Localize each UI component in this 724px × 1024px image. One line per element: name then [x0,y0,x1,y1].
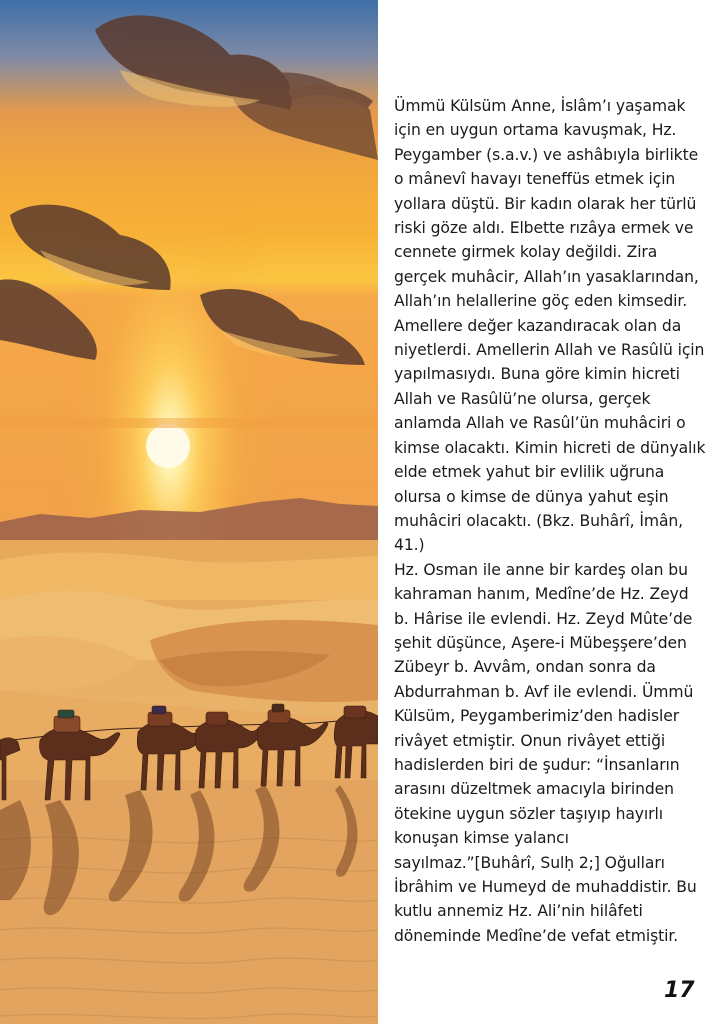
paragraph-1: Ümmü Külsüm Anne, İslâm’ı yaşamak için en uygun ortama kavuşmak, Hz. Peygamber (s.a.v.) ve ashâbıyla birlikte o mânevî havayı teneffüs etmek için yollara düştü. Bir kadın olarak her türlü riski göze aldı. Elbette rızâya ermek ve cennete girmek kolay değildi. Zira gerçek muhâcir, Allah’ın yasaklarından, Allah’ın helallerine göç eden kimsedir. Amellere değer kazandıracak olan da niyetlerdi. Amellerin Allah ve Rasûlü için yapılmasıydı. Buna göre kimin hicreti Allah ve Rasûlü’ne olursa, gerçek anlamda Allah ve Rasûl’ün muhâciri o kimse olacaktı. Kimin hicreti de dünyalık elde etmek yahut bir evlilik uğruna olursa o kimse de dünya yahut eşin muhâciri olacaktı. (Bkz. Buhârî, İmân, 41.) [394,97,706,555]
article-text [394,94,716,948]
sun [146,424,190,468]
horizon-band [0,418,378,428]
paragraph-2: Hz. Osman ile anne bir kardeş olan bu kahraman hanım, Medîne’de Hz. Zeyd b. Hârise ile evlendi. Hz. Zeyd Mûte’de şehit düşünce, Aşere-i Mübeşşere’den Zübeyr b. Avvâm, ondan sonra da Abdurrahman b. Avf ile evlendi. Ümmü Külsüm, Peygamberimiz’den hadisler rivâyet etmiştir. Onun rivâyet ettiği hadislerden biri de şudur: “İnsanların arasını düzeltmek amacıyla birinden ötekine uygun sözler taşıyıp hayırlı konuşan kimse yalancı sayılmaz.”[Buhârî, Sulḥ 2;] Oğulları İbrâhim ve Humeyd de muhaddistir. Bu kutlu annemiz Hz. Ali’nin hilâfeti döneminde Medîne’de vefat etmiştir. [394,560,697,945]
page-number: 17 [664,978,695,1003]
dunes [0,552,378,1024]
